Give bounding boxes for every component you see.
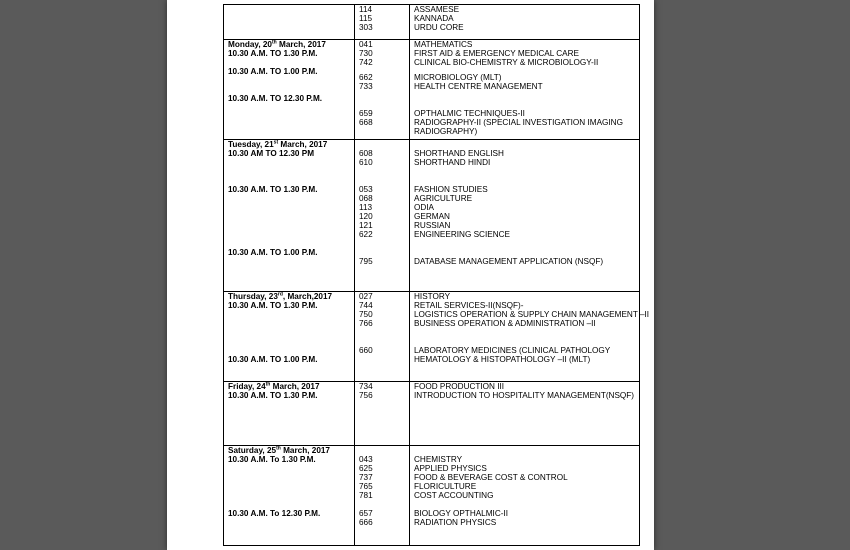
day-heading: Friday, 24th March, 2017 [228,381,320,391]
day-time-cell [224,292,355,382]
day-time-cell [224,140,355,292]
day-time-cell [224,382,355,446]
time-slot: 10.30 A.M. To 1.30 P.M. [228,455,316,464]
table-row [224,446,640,546]
document-page [167,0,654,550]
time-slot: 10.30 A.M. To 12.30 P.M. [228,509,321,518]
code-cell: 114 115 303 [355,5,410,40]
table-row [224,5,640,40]
time-slot: 10.30 A.M. TO 12.30 P.M. [228,94,323,103]
subject-cell: CHEMISTRY APPLIED PHYSICS FOOD & BEVERAGE COST & CONTROL FLORICULTURE COST ACCOUNTING BIOLOGY OPTHALMIC-II RADIATION PHYSICS [410,446,640,546]
table-row [224,140,640,292]
table-row [224,382,640,446]
day-heading: Monday, 20th March, 2017 [228,39,326,49]
time-slot: 10.30 A.M. TO 1.30 P.M. [228,49,318,58]
day-heading: Saturday, 25th March, 2017 [228,445,330,455]
code-cell: 027 744 750 766 660 [355,292,410,382]
time-slot: 10.30 AM TO 12.30 PM [228,149,315,158]
subject-cell: SHORTHAND ENGLISH SHORTHAND HINDI FASHION STUDIES AGRICULTURE ODIA GERMAN RUSSIAN ENGINEERING SCIENCE DATABASE MANAGEMENT APPLICATION (NSQF) [410,140,640,292]
day-heading: Tuesday, 21st March, 2017 [228,139,328,149]
table-row [224,292,640,382]
time-slot: 10.30 A.M. TO 1.30 P.M. [228,301,318,310]
code-cell: 043 625 737 765 781 657 666 [355,446,410,546]
code-cell: 041 730 742 662 733 659 668 [355,40,410,140]
time-slot: 10.30 A.M. TO 1.00 P.M. [228,67,318,76]
subject-cell: MATHEMATICS FIRST AID & EMERGENCY MEDICAL CARE CLINICAL BIO-CHEMISTRY & MICROBIOLOGY-II MICROBIOLOGY (MLT) HEALTH CENTRE MANAGEMENT OPTHALMIC TECHNIQUES-II RADIOGRAPHY-II (SPECIAL INVESTIGATION IMAGING RADIOGRAPHY) [410,40,640,140]
time-slot: 10.30 A.M. TO 1.30 P.M. [228,391,318,400]
time-slot: 10.30 A.M. TO 1.00 P.M. [228,248,318,257]
code-cell: 734 756 [355,382,410,446]
subject-cell: FOOD PRODUCTION III INTRODUCTION TO HOSPITALITY MANAGEMENT(NSQF) [410,382,640,446]
day-time-cell [224,446,355,546]
time-slot: 10.30 A.M. TO 1.30 P.M. [228,185,318,194]
subject-cell: HISTORY RETAIL SERVICES-II(NSQF)- LOGISTICS OPERATION & SUPPLY CHAIN MANAGEMENT –II BUSINESS OPERATION & ADMINISTRATION –II LABORATORY MEDICINES (CLINICAL PATHOLOGY HEMATOLOGY & HISTOPATHOLOGY –II (MLT) [410,292,640,382]
table-row [224,40,640,140]
code-cell: 608 610 053 068 113 120 121 622 795 [355,140,410,292]
subject-cell: ASSAMESE KANNADA URDU CORE [410,5,640,40]
day-heading: Thursday, 23rd, March,2017 [228,291,333,301]
exam-schedule-table [223,4,650,546]
time-slot: 10.30 A.M. TO 1.00 P.M. [228,355,318,364]
day-time-cell [224,5,355,40]
day-time-cell [224,40,355,140]
